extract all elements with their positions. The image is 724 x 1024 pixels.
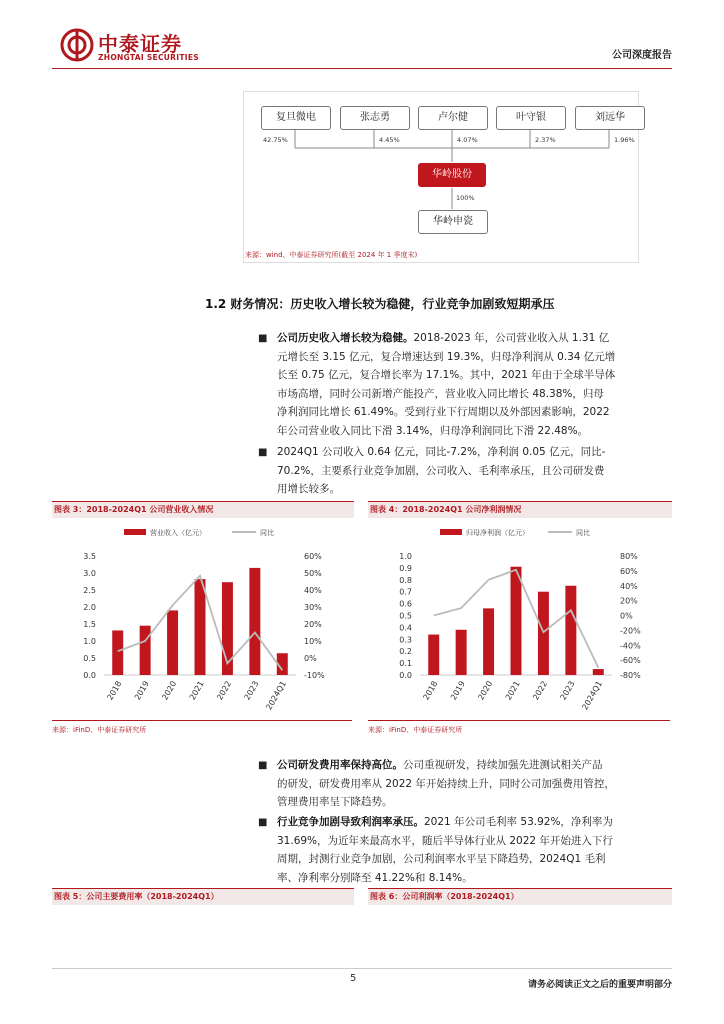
- y-tick-label: 0.0: [399, 671, 412, 680]
- shareholder-node: 叶守银: [496, 106, 566, 130]
- bar: [483, 608, 494, 675]
- paragraph-revenue: [277, 329, 672, 440]
- y-tick-label: 0.8: [399, 575, 412, 585]
- paragraph-rd: [277, 756, 672, 812]
- figure-6-title: 图表 6：公司利润率（2018-2024Q1）: [368, 888, 672, 905]
- x-tick-label: 2020: [160, 679, 179, 702]
- footer-divider: [52, 968, 672, 969]
- y2-tick-label: 0%: [620, 611, 633, 621]
- figure-3-title: 图表 3：2018-2024Q1 公司营业收入情况: [52, 501, 354, 518]
- x-tick-label: 2019: [132, 679, 151, 702]
- shareholder-node: 复旦微电: [261, 106, 331, 130]
- y2-tick-label: 40%: [620, 581, 638, 591]
- bar: [511, 567, 522, 675]
- y2-tick-label: 10%: [304, 637, 322, 646]
- bullet-icon: ■: [258, 333, 268, 344]
- text-line: 的研发，研发费用率从 2022 年开始持续上升，同时公司加强费用管控，: [277, 777, 615, 790]
- ownership-chart: [243, 91, 639, 263]
- legend-label: 同比: [260, 529, 274, 537]
- share-pct: 4.07%: [457, 136, 478, 144]
- figure-4-divider: [368, 720, 670, 721]
- share-pct: 4.45%: [379, 136, 400, 144]
- y2-tick-label: 60%: [304, 552, 322, 561]
- figure-5-title: 图表 5：公司主要费用率（2018-2024Q1）: [52, 888, 354, 905]
- y-tick-label: 0.2: [399, 647, 412, 657]
- bullet-icon: ■: [258, 817, 268, 828]
- footer-disclaimer: 请务必阅读正文之后的重要声明部分: [527, 980, 672, 990]
- y2-tick-label: -10%: [304, 671, 325, 680]
- x-tick-label: 2023: [558, 679, 577, 702]
- y-tick-label: 0.3: [399, 635, 412, 645]
- legend-label: 归母净利润（亿元）: [466, 529, 529, 537]
- legend-label: 同比: [576, 529, 590, 537]
- header-divider: [52, 68, 672, 69]
- y2-tick-label: 80%: [620, 552, 638, 561]
- bar: [195, 579, 206, 675]
- subsidiary-node: 华岭申瓷: [418, 210, 488, 234]
- bar: [428, 635, 439, 675]
- bar: [249, 568, 260, 675]
- text-line: 2021 年公司毛利率 53.92%，净利率为: [424, 816, 613, 828]
- share-pct: 1.96%: [614, 136, 635, 144]
- bar: [565, 586, 576, 675]
- bar: [140, 626, 151, 675]
- text-line: 周期，封测行业竞争加剧，公司利润率水平呈下降趋势，2024Q1 毛利: [277, 853, 606, 865]
- x-tick-label: 2022: [531, 679, 550, 702]
- y-tick-label: 3.5: [83, 552, 96, 561]
- y2-tick-label: -20%: [620, 626, 641, 636]
- y2-tick-label: 50%: [304, 569, 322, 578]
- y2-tick-label: -80%: [620, 671, 641, 680]
- paragraph-margin: [277, 813, 672, 887]
- revenue-chart: [52, 520, 352, 720]
- shareholder-node: 卢尔健: [418, 106, 488, 130]
- y-tick-label: 2.0: [83, 603, 96, 612]
- share-pct: 42.75%: [263, 136, 288, 144]
- y-tick-label: 0.9: [399, 563, 412, 573]
- org-source: 来源：wind、中泰证券研究所(截至 2024 年 1 季度末): [245, 251, 418, 259]
- bullet-icon: ■: [258, 447, 268, 458]
- page-number: 5: [350, 973, 357, 984]
- subsidiary-pct: 100%: [456, 194, 475, 202]
- text-line: 长至 0.75 亿元，复合增长率为 17.1%。其中，2021 年由于全球半导体: [277, 369, 616, 381]
- company-name-cn: 中泰证券: [98, 32, 182, 56]
- share-pct: 2.37%: [535, 136, 556, 144]
- bar: [456, 630, 467, 675]
- text-line: 管理费用率呈下降趋势。: [277, 796, 393, 808]
- y-tick-label: 0.5: [399, 611, 412, 621]
- bar: [167, 610, 178, 675]
- x-tick-label: 2022: [215, 679, 234, 702]
- bullet-icon: ■: [258, 760, 268, 771]
- text-line: 2018-2023 年，公司营业收入从 1.31 亿: [413, 332, 610, 344]
- y2-tick-label: 0%: [304, 654, 317, 663]
- x-tick-label: 2021: [187, 679, 206, 702]
- y-tick-label: 2.5: [83, 586, 96, 595]
- y-tick-label: 1.5: [83, 620, 96, 629]
- bar: [538, 592, 549, 675]
- x-tick-label: 2021: [503, 679, 522, 702]
- y2-tick-label: 60%: [620, 566, 638, 576]
- text-line: 市场高增，同时公司新增产能投产，营业收入同比增长 48.38%，归母: [277, 387, 604, 400]
- paragraph-lead: 公司历史收入增长较为稳健。: [277, 332, 414, 344]
- y-tick-label: 0.1: [399, 659, 412, 669]
- figure-3-divider: [52, 720, 352, 721]
- y-tick-label: 0.7: [399, 587, 412, 597]
- y2-tick-label: 30%: [304, 603, 322, 612]
- figure-4-source: 来源：iFinD、中泰证券研究所: [368, 726, 463, 734]
- figure-4-title: 图表 4：2018-2024Q1 公司净利润情况: [368, 501, 672, 518]
- paragraph-lead: 行业竞争加剧导致利润率承压。: [277, 816, 424, 828]
- y2-tick-label: 20%: [620, 596, 638, 606]
- x-tick-label: 2024Q1: [264, 679, 289, 712]
- shareholder-node: 刘远华: [575, 106, 645, 130]
- logo-icon: [60, 28, 94, 62]
- y-tick-label: 1.0: [83, 637, 96, 646]
- y-tick-label: 0.6: [399, 599, 412, 609]
- y2-tick-label: 20%: [304, 620, 322, 629]
- x-tick-label: 2020: [476, 679, 495, 702]
- y2-tick-label: -40%: [620, 641, 641, 651]
- text-line: 用增长较多。: [277, 483, 340, 495]
- text-line: 公司重视研发，持续加强先进测试相关产品: [403, 759, 603, 771]
- net-profit-chart: [368, 520, 670, 720]
- section-title: 1.2 财务情况：历史收入增长较为稳健，行业竞争加剧致短期承压: [205, 297, 555, 311]
- paragraph-2024q1: [277, 443, 672, 499]
- text-line: 年公司营业收入同比下滑 3.14%，归母净利润同比下滑 22.48%。: [277, 424, 589, 437]
- y2-tick-label: 40%: [304, 586, 322, 595]
- company-name-en: ZHONGTAI SECURITIES: [98, 53, 199, 62]
- text-line: 元增长至 3.15 亿元，复合增速达到 19.3%，归母净利润从 0.34 亿元增: [277, 350, 616, 363]
- y-tick-label: 0.0: [83, 671, 96, 680]
- x-tick-label: 2019: [448, 679, 467, 702]
- text-line: 70.2%，主要系行业竞争加剧，公司收入、毛利率承压，且公司研发费: [277, 464, 605, 477]
- text-line: 净利润同比增长 61.49%。受到行业下行周期以及外部因素影响，2022: [277, 406, 610, 418]
- x-tick-label: 2023: [242, 679, 261, 702]
- x-tick-label: 2024Q1: [580, 679, 605, 712]
- legend-swatch-bar: [124, 529, 146, 535]
- text-line: 2024Q1 公司收入 0.64 亿元，同比-7.2%，净利润 0.05 亿元，同比-: [277, 446, 606, 458]
- company-node: 华岭股份: [418, 163, 486, 187]
- report-type: 公司深度报告: [612, 50, 672, 61]
- shareholder-node: 张志勇: [340, 106, 410, 130]
- text-line: 率、净利率分别降至 41.22%和 8.14%。: [277, 871, 473, 884]
- y-tick-label: 3.0: [83, 569, 96, 578]
- x-tick-label: 2018: [105, 679, 124, 702]
- figure-3-source: 来源：iFinD、中泰证券研究所: [52, 726, 147, 734]
- y-tick-label: 0.5: [83, 654, 96, 663]
- bar: [112, 630, 123, 675]
- x-tick-label: 2018: [421, 679, 440, 702]
- text-line: 31.69%，为近年来最高水平，随后半导体行业从 2022 年开始进入下行: [277, 834, 613, 847]
- y-tick-label: 0.4: [399, 623, 412, 633]
- y-tick-label: 1.0: [399, 552, 412, 561]
- paragraph-lead: 公司研发费用率保持高位。: [277, 759, 403, 771]
- legend-swatch-bar: [440, 529, 462, 535]
- y2-tick-label: -60%: [620, 656, 641, 666]
- bar: [593, 669, 604, 675]
- legend-label: 营业收入（亿元）: [150, 529, 206, 537]
